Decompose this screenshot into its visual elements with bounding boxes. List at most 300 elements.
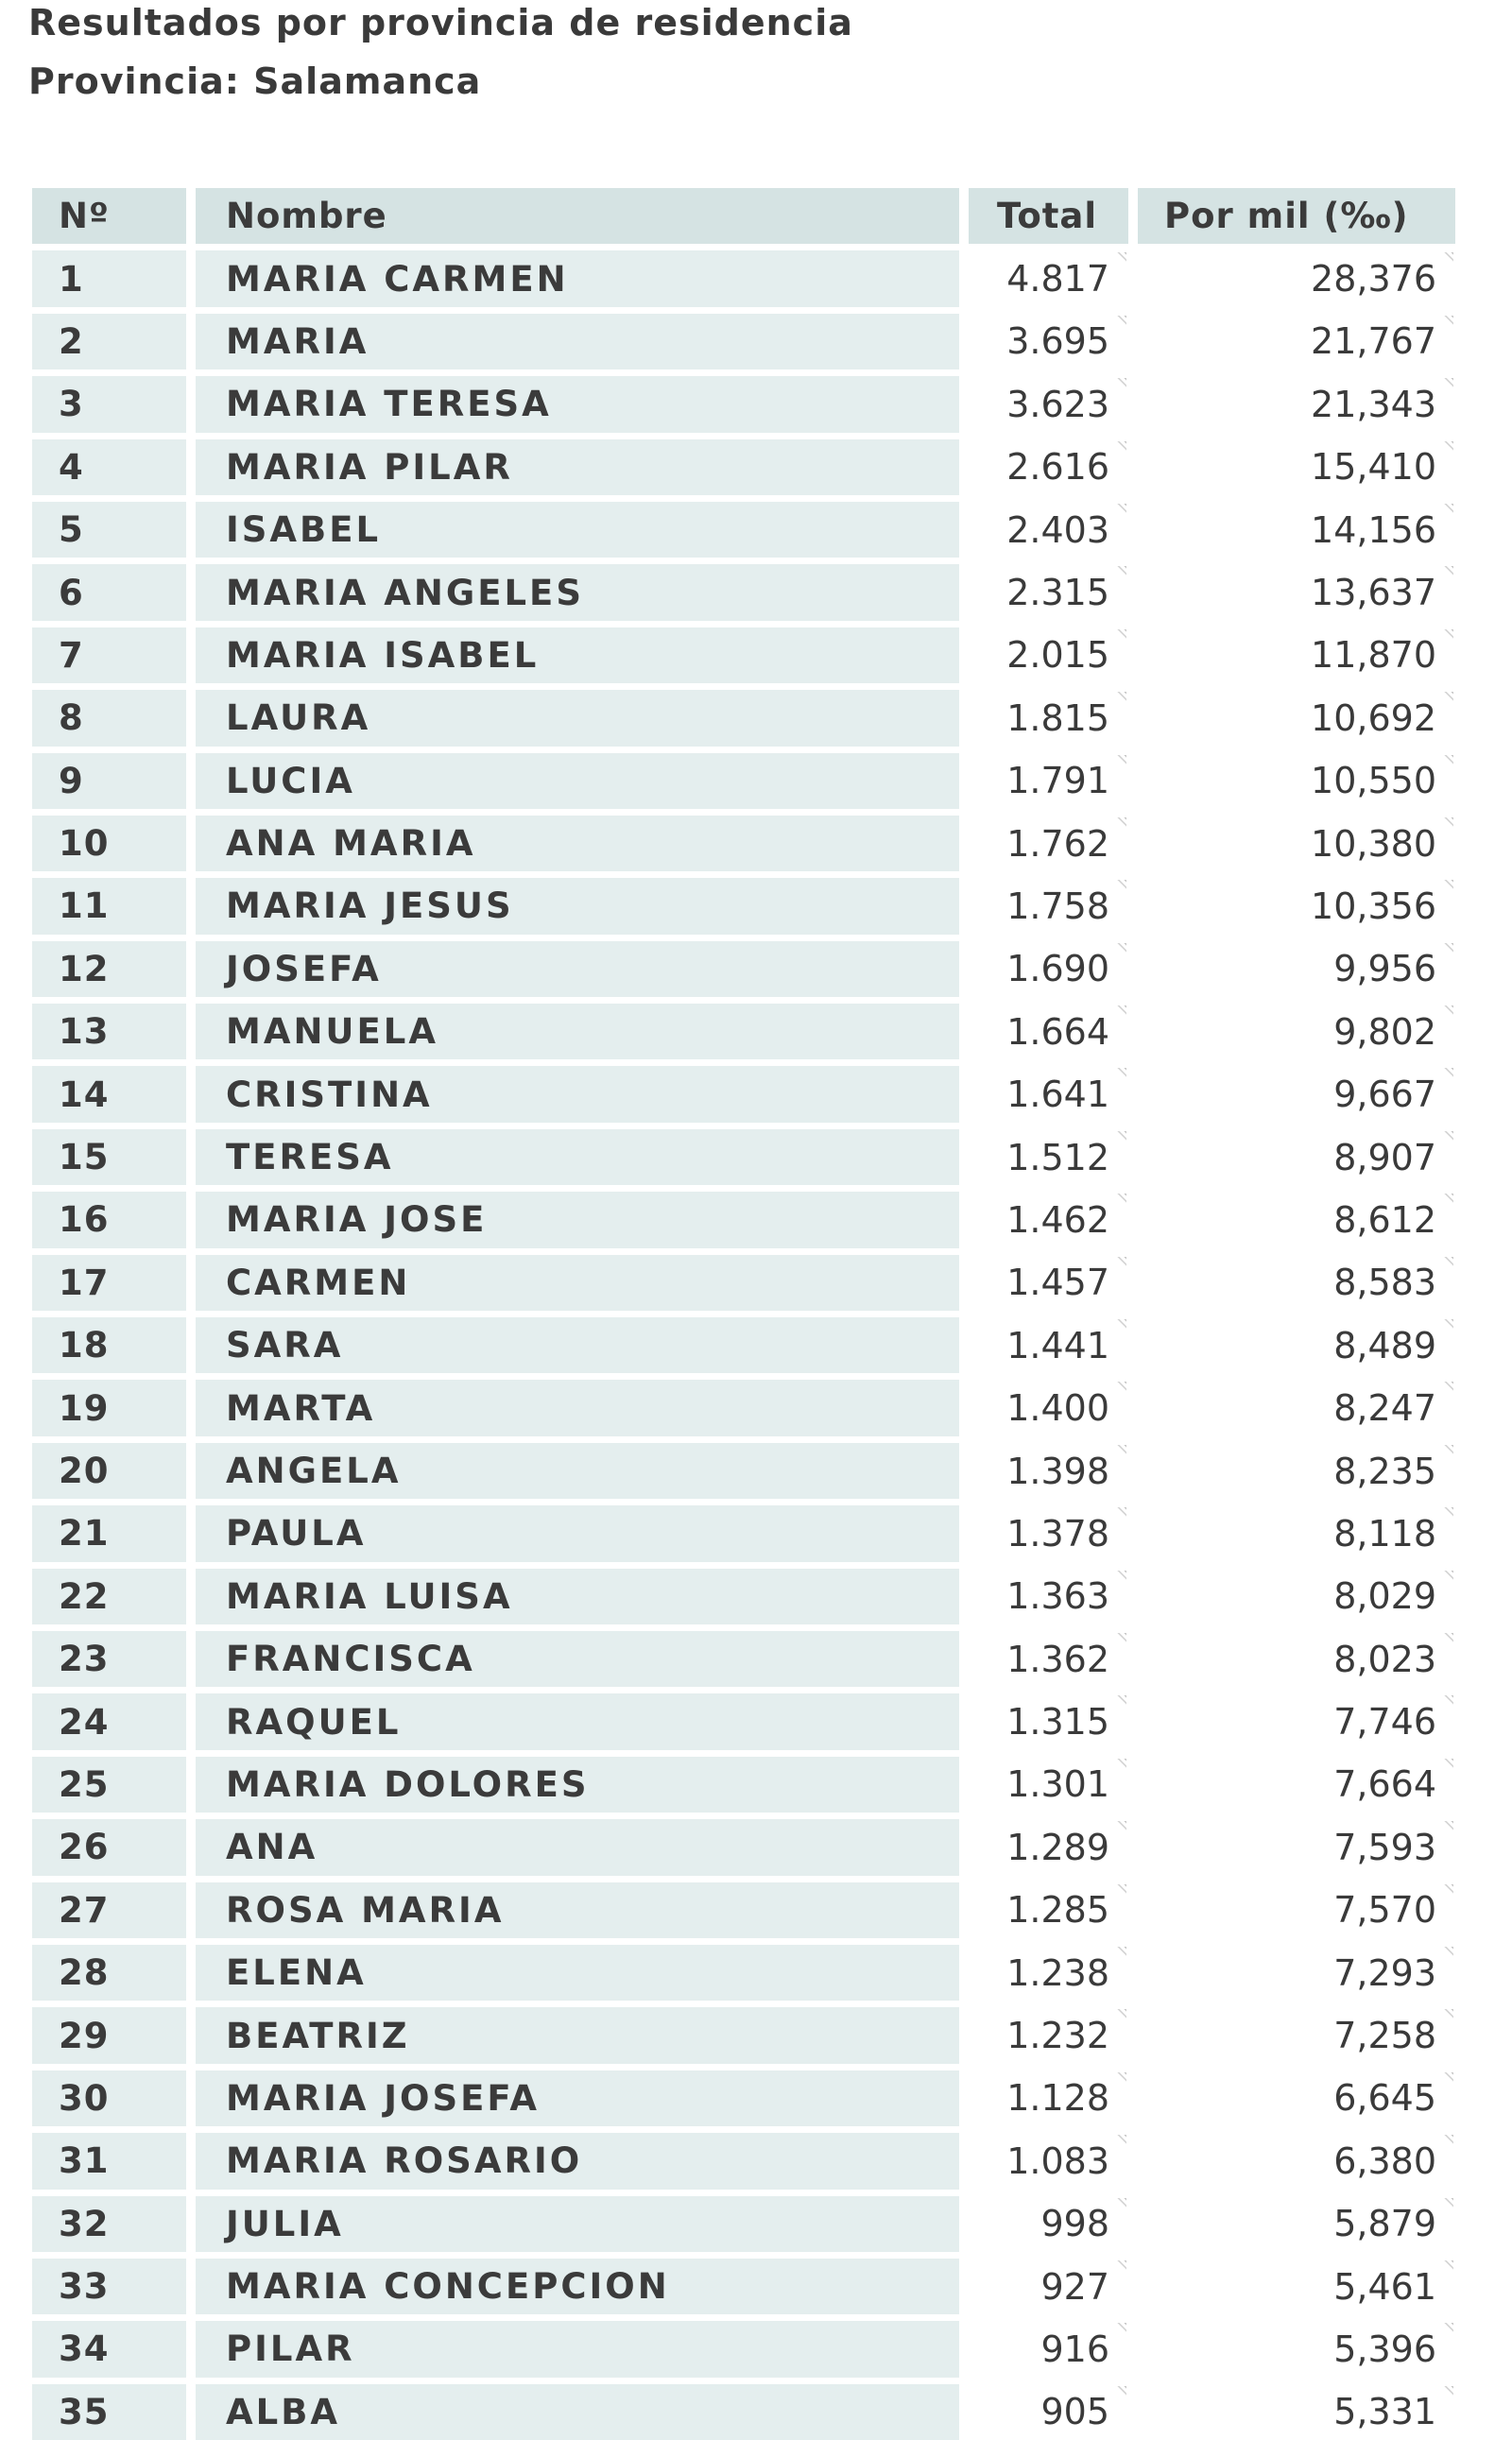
row-total	[969, 1569, 1128, 1624]
row-number-text: 25	[59, 1763, 110, 1805]
cell-corner-marker-icon	[1115, 1194, 1126, 1205]
row-total-text: 1.363	[1006, 1575, 1109, 1618]
row-per-thousand	[1138, 1757, 1455, 1813]
row-total-text: 1.462	[1006, 1198, 1109, 1241]
row-name	[196, 1255, 959, 1311]
row-name	[196, 250, 959, 306]
row-total-text: 1.232	[1006, 2015, 1109, 2057]
cell-corner-marker-icon	[1442, 316, 1453, 327]
row-number	[32, 690, 186, 746]
row-per-thousand	[1138, 1317, 1455, 1373]
row-number	[32, 1192, 186, 1247]
header-row	[32, 188, 1455, 244]
names-results-table	[23, 181, 1465, 2447]
table-row	[32, 941, 1455, 997]
table-row	[32, 502, 1455, 558]
row-per-thousand-text: 8,235	[1333, 1450, 1436, 1492]
cell-corner-marker-icon	[1115, 1507, 1126, 1519]
row-per-thousand	[1138, 564, 1455, 620]
cell-corner-marker-icon	[1115, 2323, 1126, 2334]
row-total	[969, 2259, 1128, 2314]
row-per-thousand-text: 8,023	[1333, 1638, 1436, 1680]
row-per-thousand-text: 14,156	[1311, 508, 1436, 551]
row-total-text: 1.762	[1006, 822, 1109, 865]
cell-corner-marker-icon	[1442, 629, 1453, 641]
header-total: Total	[969, 188, 1128, 244]
row-name-text: MARIA CARMEN	[226, 258, 569, 300]
cell-corner-marker-icon	[1442, 1821, 1453, 1832]
row-per-thousand	[1138, 1004, 1455, 1059]
table-row	[32, 1129, 1455, 1185]
row-total-text: 1.315	[1006, 1701, 1109, 1744]
row-total	[969, 376, 1128, 432]
table-row	[32, 1882, 1455, 1938]
table-row	[32, 2070, 1455, 2126]
row-name-text: MARIA	[226, 320, 369, 362]
cell-corner-marker-icon	[1115, 1947, 1126, 1958]
row-number-text: 32	[59, 2203, 110, 2244]
row-per-thousand	[1138, 2007, 1455, 2063]
row-total-text: 1.791	[1006, 760, 1109, 802]
table-row	[32, 439, 1455, 495]
row-name	[196, 314, 959, 369]
row-total-text: 4.817	[1006, 258, 1109, 301]
cell-corner-marker-icon	[1442, 755, 1453, 766]
row-per-thousand	[1138, 1255, 1455, 1311]
row-name	[196, 1380, 959, 1435]
row-per-thousand	[1138, 1631, 1455, 1687]
table-row	[32, 2196, 1455, 2252]
row-name-text: CARMEN	[226, 1262, 411, 1303]
cell-corner-marker-icon	[1442, 880, 1453, 891]
row-total	[969, 502, 1128, 558]
row-number-text: 15	[59, 1137, 110, 1178]
row-name	[196, 1443, 959, 1499]
row-number-text: 5	[59, 509, 84, 551]
cell-corner-marker-icon	[1115, 1257, 1126, 1268]
table-row	[32, 1380, 1455, 1435]
row-total	[969, 2321, 1128, 2377]
cell-corner-marker-icon	[1115, 1759, 1126, 1770]
row-number-text: 14	[59, 1074, 110, 1115]
header-name: Nombre	[196, 188, 959, 244]
cell-corner-marker-icon	[1115, 2386, 1126, 2397]
row-per-thousand-text: 5,331	[1333, 2391, 1436, 2433]
cell-corner-marker-icon	[1442, 2260, 1453, 2272]
cell-corner-marker-icon	[1115, 252, 1126, 264]
row-name-text: FRANCISCA	[226, 1639, 475, 1680]
row-number-text: 21	[59, 1513, 110, 1555]
cell-corner-marker-icon	[1442, 1131, 1453, 1143]
row-number	[32, 1066, 186, 1122]
row-per-thousand-text: 8,612	[1333, 1198, 1436, 1241]
cell-corner-marker-icon	[1115, 316, 1126, 327]
row-name	[196, 2007, 959, 2063]
row-per-thousand-text: 11,870	[1311, 634, 1436, 677]
row-name	[196, 439, 959, 495]
cell-corner-marker-icon	[1442, 1194, 1453, 1205]
row-name-text: TERESA	[226, 1137, 394, 1178]
row-total-text: 1.289	[1006, 1826, 1109, 1868]
row-per-thousand-text: 21,767	[1311, 320, 1436, 363]
cell-corner-marker-icon	[1115, 1571, 1126, 1582]
row-name	[196, 2259, 959, 2314]
row-total-text: 1.815	[1006, 696, 1109, 739]
row-total	[969, 878, 1128, 934]
row-name	[196, 376, 959, 432]
row-name	[196, 690, 959, 746]
province-subtitle: Provincia: Salamanca	[28, 60, 482, 102]
row-name-text: PILAR	[226, 2328, 355, 2370]
row-total	[969, 1882, 1128, 1938]
cell-corner-marker-icon	[1115, 2009, 1126, 2020]
row-total-text: 1.285	[1006, 1889, 1109, 1932]
row-number-text: 11	[59, 885, 110, 927]
row-per-thousand-text: 7,258	[1333, 2015, 1436, 2057]
table-row	[32, 1757, 1455, 1813]
row-number	[32, 941, 186, 997]
row-number	[32, 1004, 186, 1059]
row-number-text: 16	[59, 1199, 110, 1241]
row-name-text: ANA	[226, 1827, 318, 1868]
row-total	[969, 1255, 1128, 1311]
row-total	[969, 1819, 1128, 1875]
row-name-text: ISABEL	[226, 509, 382, 551]
row-number-text: 18	[59, 1325, 110, 1366]
row-name-text: MARIA JOSEFA	[226, 2077, 541, 2119]
row-total-text: 1.398	[1006, 1450, 1109, 1492]
row-name-text: MARIA DOLORES	[226, 1763, 590, 1805]
row-name-text: MANUELA	[226, 1011, 438, 1053]
row-total	[969, 1066, 1128, 1122]
row-per-thousand-text: 5,879	[1333, 2203, 1436, 2245]
row-number	[32, 878, 186, 934]
row-per-thousand	[1138, 1443, 1455, 1499]
row-name	[196, 627, 959, 683]
table-row	[32, 627, 1455, 683]
row-number-text: 30	[59, 2077, 110, 2119]
cell-corner-marker-icon	[1442, 378, 1453, 389]
cell-corner-marker-icon	[1115, 1633, 1126, 1644]
cell-corner-marker-icon	[1115, 1382, 1126, 1393]
cell-corner-marker-icon	[1442, 566, 1453, 577]
row-total-text: 998	[1040, 2203, 1109, 2245]
row-per-thousand-text: 8,583	[1333, 1262, 1436, 1304]
row-total	[969, 816, 1128, 871]
cell-corner-marker-icon	[1442, 1257, 1453, 1268]
row-number-text: 34	[59, 2328, 110, 2370]
row-per-thousand-text: 8,029	[1333, 1575, 1436, 1618]
row-number	[32, 2259, 186, 2314]
row-number	[32, 1255, 186, 1311]
row-name-text: SARA	[226, 1325, 344, 1366]
cell-corner-marker-icon	[1115, 692, 1126, 703]
row-per-thousand-text: 7,664	[1333, 1763, 1436, 1806]
row-number-text: 17	[59, 1262, 110, 1303]
row-per-thousand	[1138, 941, 1455, 997]
row-per-thousand-text: 21,343	[1311, 383, 1436, 425]
row-total	[969, 2007, 1128, 2063]
row-per-thousand-text: 7,746	[1333, 1701, 1436, 1744]
row-number-text: 3	[59, 384, 84, 425]
table-row	[32, 1569, 1455, 1624]
row-name-text: MARIA LUISA	[226, 1575, 513, 1617]
table-row	[32, 2321, 1455, 2377]
row-total	[969, 690, 1128, 746]
row-total	[969, 439, 1128, 495]
row-name	[196, 1505, 959, 1561]
row-name	[196, 816, 959, 871]
row-total-text: 1.758	[1006, 885, 1109, 927]
row-total	[969, 1317, 1128, 1373]
row-per-thousand-text: 7,570	[1333, 1889, 1436, 1932]
row-number	[32, 1129, 186, 1185]
row-number	[32, 816, 186, 871]
cell-corner-marker-icon	[1115, 1821, 1126, 1832]
row-total	[969, 2384, 1128, 2440]
row-total	[969, 2070, 1128, 2126]
row-name-text: BEATRIZ	[226, 2015, 410, 2056]
row-total-text: 1.301	[1006, 1763, 1109, 1806]
row-total	[969, 627, 1128, 683]
cell-corner-marker-icon	[1115, 2198, 1126, 2209]
row-number	[32, 1757, 186, 1813]
row-name	[196, 753, 959, 809]
cell-corner-marker-icon	[1115, 1695, 1126, 1707]
row-name	[196, 564, 959, 620]
cell-corner-marker-icon	[1442, 1633, 1453, 1644]
row-number	[32, 2196, 186, 2252]
page-title: Resultados por provincia de residencia	[28, 2, 853, 43]
row-name	[196, 2196, 959, 2252]
row-number	[32, 2321, 186, 2377]
cell-corner-marker-icon	[1442, 1068, 1453, 1079]
row-per-thousand	[1138, 1569, 1455, 1624]
row-number-text: 31	[59, 2140, 110, 2182]
row-per-thousand	[1138, 1129, 1455, 1185]
table-body	[32, 250, 1455, 2440]
row-name-text: JULIA	[226, 2203, 344, 2244]
row-name	[196, 2070, 959, 2126]
table-row	[32, 753, 1455, 809]
row-per-thousand-text: 10,380	[1311, 822, 1436, 865]
row-total	[969, 941, 1128, 997]
cell-corner-marker-icon	[1442, 252, 1453, 264]
row-name-text: MARIA PILAR	[226, 446, 513, 488]
row-per-thousand	[1138, 753, 1455, 809]
row-per-thousand-text: 7,593	[1333, 1826, 1436, 1868]
row-total	[969, 1004, 1128, 1059]
cell-corner-marker-icon	[1442, 1382, 1453, 1393]
cell-corner-marker-icon	[1442, 504, 1453, 515]
row-number	[32, 1380, 186, 1435]
row-name	[196, 1693, 959, 1749]
row-total	[969, 564, 1128, 620]
row-per-thousand	[1138, 1945, 1455, 2001]
table-row	[32, 1693, 1455, 1749]
row-per-thousand-text: 10,550	[1311, 760, 1436, 802]
cell-corner-marker-icon	[1442, 1319, 1453, 1331]
row-name	[196, 1757, 959, 1813]
row-total-text: 1.362	[1006, 1638, 1109, 1680]
table-row	[32, 250, 1455, 306]
row-per-thousand	[1138, 2133, 1455, 2189]
row-number-text: 28	[59, 1952, 110, 1994]
row-total	[969, 753, 1128, 809]
table-row	[32, 1255, 1455, 1311]
cell-corner-marker-icon	[1442, 1005, 1453, 1017]
row-total-text: 2.403	[1006, 508, 1109, 551]
table-row	[32, 816, 1455, 871]
row-number-text: 29	[59, 2015, 110, 2056]
row-per-thousand	[1138, 1882, 1455, 1938]
row-name-text: MARIA JOSE	[226, 1199, 488, 1241]
row-total-text: 1.690	[1006, 948, 1109, 990]
row-per-thousand-text: 7,293	[1333, 1951, 1436, 1994]
cell-corner-marker-icon	[1115, 1131, 1126, 1143]
cell-corner-marker-icon	[1115, 504, 1126, 515]
row-name	[196, 1066, 959, 1122]
row-total	[969, 1129, 1128, 1185]
row-number	[32, 1443, 186, 1499]
row-total	[969, 250, 1128, 306]
cell-corner-marker-icon	[1115, 943, 1126, 954]
row-number-text: 4	[59, 446, 84, 488]
row-per-thousand-text: 9,802	[1333, 1010, 1436, 1053]
row-name	[196, 878, 959, 934]
row-number	[32, 627, 186, 683]
cell-corner-marker-icon	[1442, 817, 1453, 829]
table-row	[32, 878, 1455, 934]
row-name	[196, 1569, 959, 1624]
row-total-text: 916	[1040, 2328, 1109, 2370]
cell-corner-marker-icon	[1115, 2260, 1126, 2272]
row-number-text: 7	[59, 634, 84, 676]
row-per-thousand	[1138, 2070, 1455, 2126]
row-name-text: MARIA CONCEPCION	[226, 2266, 670, 2308]
row-number-text: 33	[59, 2266, 110, 2308]
row-total	[969, 1505, 1128, 1561]
cell-corner-marker-icon	[1115, 566, 1126, 577]
row-per-thousand	[1138, 690, 1455, 746]
row-total	[969, 1757, 1128, 1813]
row-name-text: LUCIA	[226, 760, 355, 801]
row-number-text: 1	[59, 258, 84, 300]
row-total-text: 1.400	[1006, 1387, 1109, 1430]
table-row	[32, 1631, 1455, 1687]
row-total-text: 2.015	[1006, 634, 1109, 677]
row-name	[196, 1004, 959, 1059]
row-total-text: 1.641	[1006, 1074, 1109, 1116]
table-row	[32, 1443, 1455, 1499]
row-number-text: 9	[59, 760, 84, 801]
row-per-thousand	[1138, 627, 1455, 683]
table-row	[32, 1505, 1455, 1561]
row-per-thousand-text: 8,247	[1333, 1387, 1436, 1430]
row-total	[969, 2196, 1128, 2252]
cell-corner-marker-icon	[1115, 441, 1126, 453]
row-per-thousand	[1138, 250, 1455, 306]
row-name-text: RAQUEL	[226, 1701, 402, 1743]
row-number-text: 35	[59, 2391, 110, 2432]
row-total-text: 1.457	[1006, 1262, 1109, 1304]
row-number	[32, 314, 186, 369]
cell-corner-marker-icon	[1442, 2009, 1453, 2020]
row-name-text: LAURA	[226, 697, 371, 739]
cell-corner-marker-icon	[1442, 2198, 1453, 2209]
row-name-text: MARTA	[226, 1387, 376, 1429]
row-name	[196, 1317, 959, 1373]
row-per-thousand-text: 6,645	[1333, 2077, 1436, 2120]
cell-corner-marker-icon	[1442, 943, 1453, 954]
row-per-thousand-text: 28,376	[1311, 258, 1436, 301]
table-row	[32, 314, 1455, 369]
cell-corner-marker-icon	[1442, 1947, 1453, 1958]
row-total-text: 2.616	[1006, 446, 1109, 489]
cell-corner-marker-icon	[1115, 1068, 1126, 1079]
row-number	[32, 1505, 186, 1561]
row-total	[969, 314, 1128, 369]
row-total-text: 3.623	[1006, 383, 1109, 425]
row-number-text: 10	[59, 823, 110, 865]
cell-corner-marker-icon	[1442, 1695, 1453, 1707]
row-total	[969, 1693, 1128, 1749]
row-name-text: MARIA ISABEL	[226, 634, 540, 676]
row-name-text: ANA MARIA	[226, 823, 476, 865]
cell-corner-marker-icon	[1115, 1445, 1126, 1456]
row-per-thousand-text: 9,667	[1333, 1074, 1436, 1116]
table-row	[32, 2133, 1455, 2189]
row-number	[32, 1569, 186, 1624]
table-header	[32, 188, 1455, 244]
row-per-thousand-text: 15,410	[1311, 446, 1436, 489]
table-row	[32, 2384, 1455, 2440]
row-per-thousand	[1138, 2196, 1455, 2252]
header-number: Nº	[32, 188, 186, 244]
row-per-thousand-text: 9,956	[1333, 948, 1436, 990]
cell-corner-marker-icon	[1115, 880, 1126, 891]
table-row	[32, 2007, 1455, 2063]
cell-corner-marker-icon	[1442, 441, 1453, 453]
row-per-thousand-text: 8,489	[1333, 1324, 1436, 1366]
table-row	[32, 564, 1455, 620]
row-total-text: 927	[1040, 2265, 1109, 2308]
row-total-text: 1.128	[1006, 2077, 1109, 2120]
cell-corner-marker-icon	[1442, 2135, 1453, 2146]
row-number	[32, 2007, 186, 2063]
row-per-thousand-text: 10,692	[1311, 696, 1436, 739]
row-number-text: 20	[59, 1451, 110, 1491]
row-name-text: ALBA	[226, 2391, 341, 2432]
row-total-text: 3.695	[1006, 320, 1109, 363]
row-total-text: 1.378	[1006, 1512, 1109, 1555]
row-per-thousand-text: 5,396	[1333, 2328, 1436, 2370]
row-per-thousand-text: 13,637	[1311, 572, 1436, 614]
row-number-text: 6	[59, 572, 84, 613]
row-number-text: 13	[59, 1011, 110, 1053]
row-name	[196, 2133, 959, 2189]
table-row	[32, 2259, 1455, 2314]
row-number	[32, 250, 186, 306]
row-name	[196, 1631, 959, 1687]
row-per-thousand	[1138, 878, 1455, 934]
row-number	[32, 2070, 186, 2126]
row-number	[32, 2384, 186, 2440]
cell-corner-marker-icon	[1115, 378, 1126, 389]
row-number	[32, 376, 186, 432]
cell-corner-marker-icon	[1115, 2135, 1126, 2146]
row-per-thousand	[1138, 1505, 1455, 1561]
